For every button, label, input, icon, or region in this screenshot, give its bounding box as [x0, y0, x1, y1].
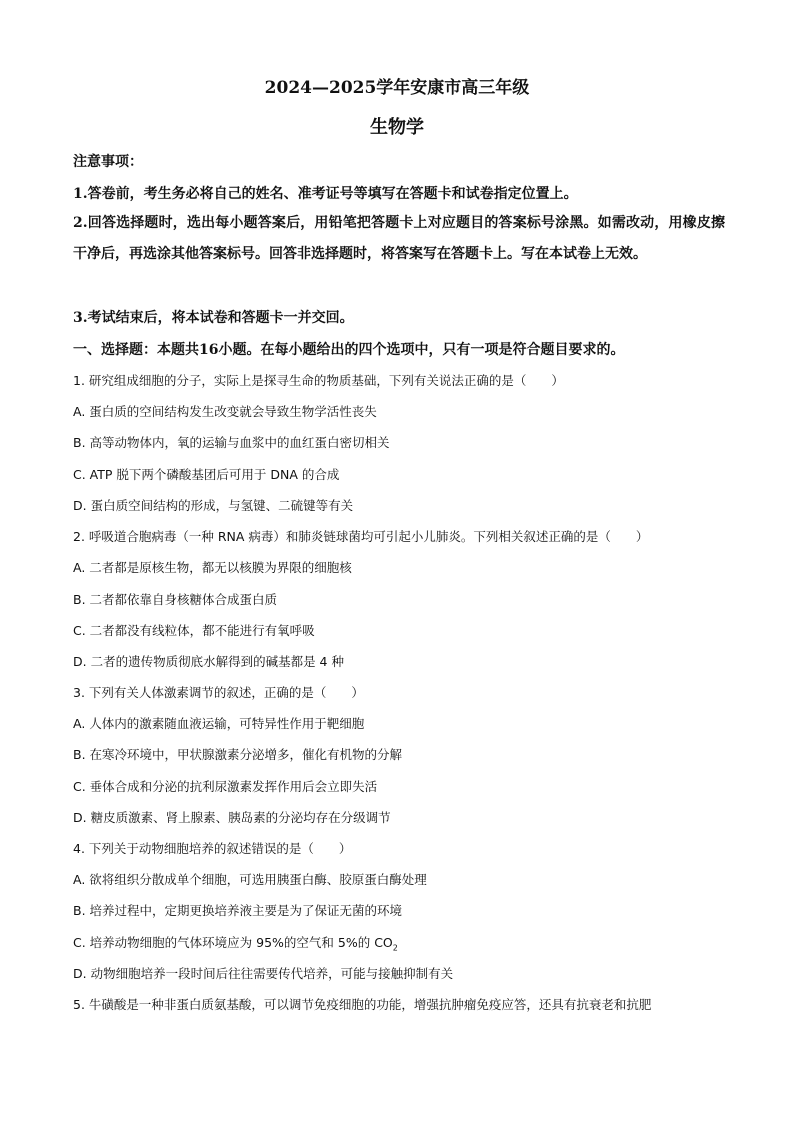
notice-item-2: 2.回答选择题时，选出每小题答案后，用铅笔把答题卡上对应题目的答案标号涂黑。如需改动，用橡皮擦干净后，再选涂其他答案标号。回答非选择题时，将答案写在答题卡上。写在本试卷上无效。 [73, 215, 725, 262]
question-1-stem: 1. 研究组成细胞的分子，实际上是探寻生命的物质基础，下列有关说法正确的是（ ） [73, 373, 564, 388]
question-2-option-b: B. 二者都依靠自身核糖体合成蛋白质 [73, 592, 278, 607]
question-5-stem: 5. 牛磺酸是一种非蛋白质氨基酸，可以调节免疫细胞的功能，增强抗肿瘤免疫应答，还具有抗衰老和抗肥 [73, 997, 652, 1012]
notice-heading: 注意事项： [73, 154, 143, 170]
question-4-option-a: A. 欲将组织分散成单个细胞，可选用胰蛋白酶、胶原蛋白酶处理 [73, 872, 427, 887]
question-4-option-c [73, 933, 733, 953]
notice-item-3: 3.考试结束后，将本试卷和答题卡一并交回。 [73, 310, 354, 326]
question-2-option-d: D. 二者的遗传物质彻底水解得到的碱基都是 4 种 [73, 654, 344, 669]
question-3-stem: 3. 下列有关人体激素调节的叙述，正确的是（ ） [73, 685, 364, 700]
exam-subject: 生物学 [370, 117, 424, 138]
question-4-option-d: D. 动物细胞培养一段时间后往往需要传代培养，可能与接触抑制有关 [73, 966, 454, 981]
question-4-stem: 4. 下列关于动物细胞培养的叙述错误的是（ ） [73, 841, 352, 856]
co2-subscript: 2 [392, 943, 398, 953]
question-3-option-a: A. 人体内的激素随血液运输，可特异性作用于靶细胞 [73, 716, 365, 731]
question-1-option-d: D. 蛋白质空间结构的形成，与氢键、二硫键等有关 [73, 498, 354, 513]
question-1-option-a: A. 蛋白质的空间结构发生改变就会导致生物学活性丧失 [73, 404, 377, 419]
question-4-option-b: B. 培养过程中，定期更换培养液主要是为了保证无菌的环境 [73, 903, 403, 918]
question-1-option-b: B. 高等动物体内，氧的运输与血浆中的血红蛋白密切相关 [73, 435, 390, 450]
question-2-option-c: C. 二者都没有线粒体，都不能进行有氧呼吸 [73, 623, 315, 638]
question-3-option-b: B. 在寒冷环境中，甲状腺激素分泌增多，催化有机物的分解 [73, 747, 403, 762]
question-2-stem: 2. 呼吸道合胞病毒（一种 RNA 病毒）和肺炎链球菌均可引起小儿肺炎。下列相关叙述正确的是（ ） [73, 529, 649, 544]
question-3-option-c: C. 垂体合成和分泌的抗利尿激素发挥作用后会立即失活 [73, 779, 378, 794]
question-2-option-a: A. 二者都是原核生物，都无以核膜为界限的细胞核 [73, 560, 352, 575]
section-heading: 一、选择题：本题共16小题。在每小题给出的四个选项中，只有一项是符合题目要求的。 [73, 342, 625, 358]
question-1-option-c: C. ATP 脱下两个磷酸基团后可用于 DNA 的合成 [73, 467, 340, 482]
notice-item-1: 1.答卷前，考生务必将自己的姓名、准考证号等填写在答题卡和试卷指定位置上。 [73, 186, 578, 202]
exam-title: 2024—2025学年安康市高三年级 [264, 78, 530, 98]
question-3-option-d: D. 糖皮质激素、肾上腺素、胰岛素的分泌均存在分级调节 [73, 810, 391, 825]
question-4-option-c-text: C. 培养动物细胞的气体环境应为 95%的空气和 5%的 CO [73, 935, 393, 950]
